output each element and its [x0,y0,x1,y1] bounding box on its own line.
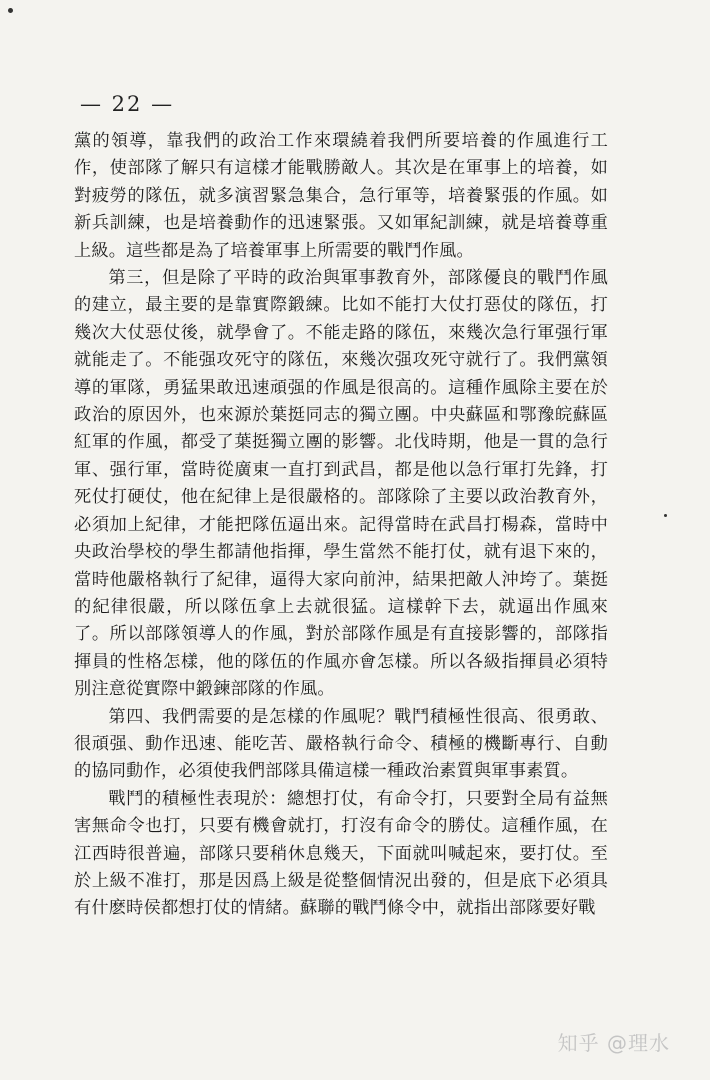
paragraph-4: 戰鬥的積極性表現於：總想打仗，有命令打，只要對全局有益無害無命令也打，只要有機會就打，打沒有命令的勝仗。這種作風，在江西時很普遍，部隊只要稍休息幾天，下面就叫喊起來，要打仗。至於上級不准打，那是因爲上級是從整個情況出發的，但是底下必須具有什麽時侯都想打仗的情緒。蘇聯的戰鬥條令中，就指出部隊要好戰 [74,788,608,919]
paragraph-3: 第四、我們需要的是怎樣的作風呢？戰鬥積極性很高、很勇敢、很頑强、動作迅速、能吃苦、嚴格執行命令、積極的機斷專行、自動的協同動作，必須使我們部隊具備這樣一種政治素質與軍事素質。 [74,706,608,782]
print-speck [8,8,13,13]
body-text [74,128,608,923]
paragraph-1: 黨的領導，靠我們的政治工作來環繞着我們所要培養的作風進行工作，使部隊了解只有這樣才能戰勝敵人。其次是在軍事上的培養，如對疲勞的隊伍，就多演習緊急集合，急行軍等，培養緊張的作風。如新兵訓練，也是培養動作的迅速緊張。又如軍紀訓練，就是培養尊重上級。這些都是為了培養軍事上所需要的戰鬥作風。 [74,131,608,261]
page-number: — 22 — [80,92,175,116]
paragraph-2: 第三，但是除了平時的政治與軍事教育外，部隊優良的戰鬥作風的建立，最主要的是靠實際鍛練。比如不能打大仗打惡仗的隊伍，打幾次大仗惡仗後，就學會了。不能走路的隊伍，來幾次急行軍强行軍就能走了。不能强攻死守的隊伍，來幾次强攻死守就行了。我們黨領導的軍隊，勇猛果敢迅速頑强的作風是很高的。這種作風除主要在於政治的原因外，也來源於葉挺同志的獨立團。中央蘇區和鄂豫皖蘇區紅軍的作風，都受了葉挺獨立團的影響。北伐時期，他是一貫的急行軍、强行軍，當時從廣東一直打到武昌，都是他以急行軍打先鋒，打死仗打硬仗，他在紀律上是很嚴格的。部隊除了主要以政治教育外，必須加上紀律，才能把隊伍逼出來。記得當時在武昌打楊森，當時中央政治學校的學生都請他指揮，學生當然不能打仗，就有退下來的，當時他嚴格執行了紀律，逼得大家向前沖，結果把敵人沖垮了。葉挺的紀律很嚴，所以隊伍拿上去就很猛。這樣幹下去，就逼出作風來了。所以部隊領導人的作風，對於部隊作風是有直接影響的，部隊指揮員的性格怎樣，他的隊伍的作風亦會怎樣。所以各級指揮員必須特別注意從實際中鍛鍊部隊的作風。 [74,268,608,700]
watermark: 知乎 @理水 [557,1031,670,1055]
print-speck [664,514,667,517]
